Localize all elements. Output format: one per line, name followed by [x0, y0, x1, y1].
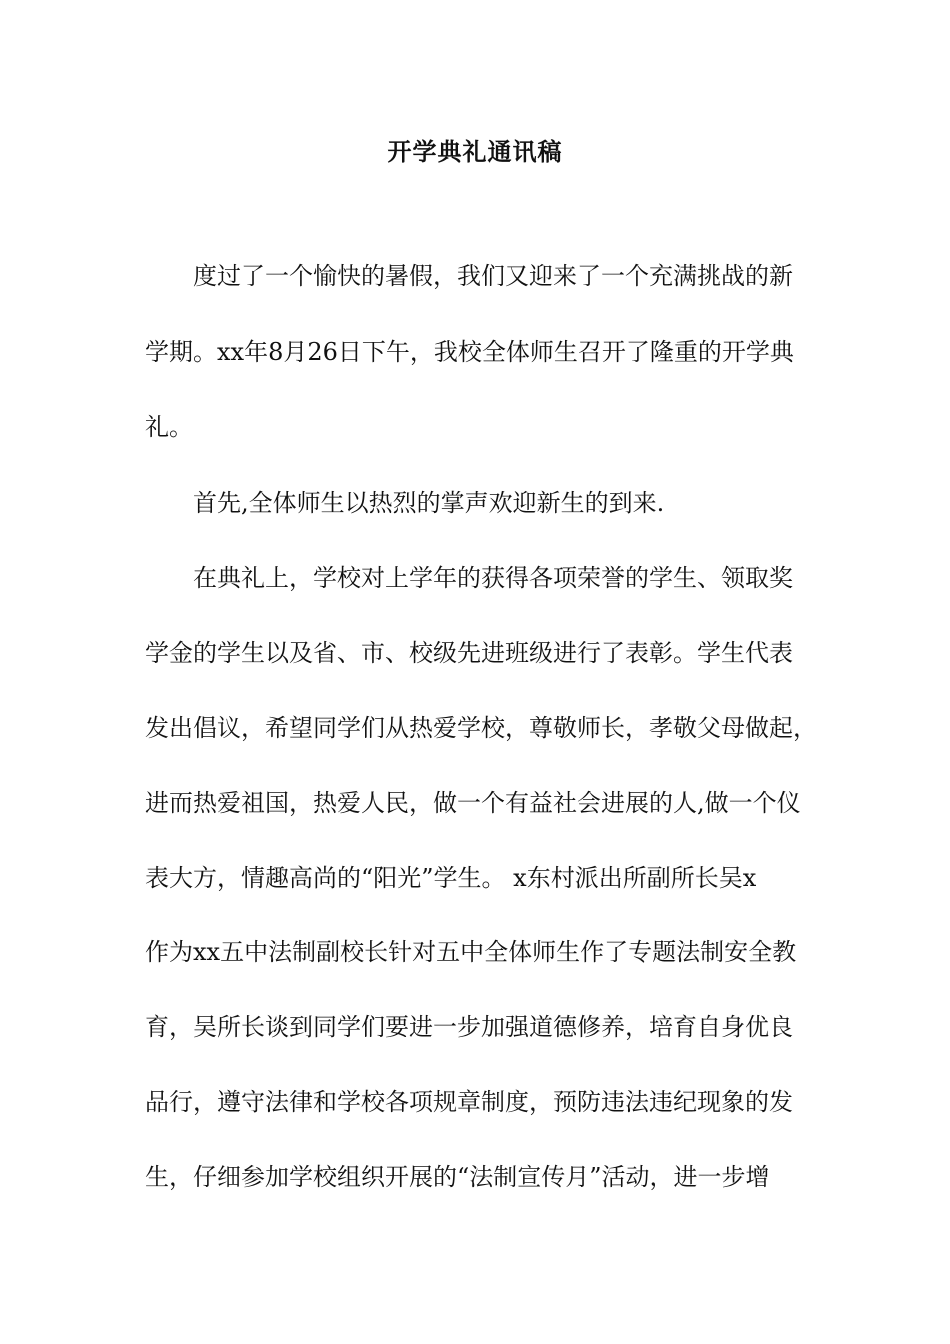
- paragraph-line: 在典礼上，学校对上学年的获得各项荣誉的学生、领取奖: [193, 564, 793, 592]
- paragraph-line: 学金的学生以及省、市、校级先进班级进行了表彰。学生代表: [145, 639, 793, 667]
- paragraph-line: 礼。: [145, 413, 193, 441]
- paragraph-line: 品行，遵守法律和学校各项规章制度，预防违法违纪现象的发: [145, 1088, 793, 1116]
- paragraph-line: 发出倡议，希望同学们从热爱学校，尊敬师长，孝敬父母做起，: [145, 714, 817, 742]
- paragraph-line: 学期。xx年8月26日下午，我校全体师生召开了隆重的开学典: [145, 338, 794, 366]
- paragraph-line: 生，仔细参加学校组织开展的“法制宣传月”活动，进一步增: [145, 1163, 770, 1191]
- paragraph-line: 表大方，情趣高尚的“阳光”学生。 x东村派出所副所长吴x: [145, 864, 757, 892]
- paragraph-line: 度过了一个愉快的暑假，我们又迎来了一个充满挑战的新: [193, 262, 793, 290]
- paragraph-line: 首先,全体师生以热烈的掌声欢迎新生的到来.: [193, 489, 665, 517]
- document-title: 开学典礼通讯稿: [387, 137, 563, 166]
- paragraph-line: 作为xx五中法制副校长针对五中全体师生作了专题法制安全教: [145, 938, 797, 966]
- paragraph-line: 育，吴所长谈到同学们要进一步加强道德修养，培育自身优良: [145, 1013, 793, 1041]
- paragraph-line: 进而热爱祖国，热爱人民，做一个有益社会进展的人,做一个仪: [145, 789, 801, 817]
